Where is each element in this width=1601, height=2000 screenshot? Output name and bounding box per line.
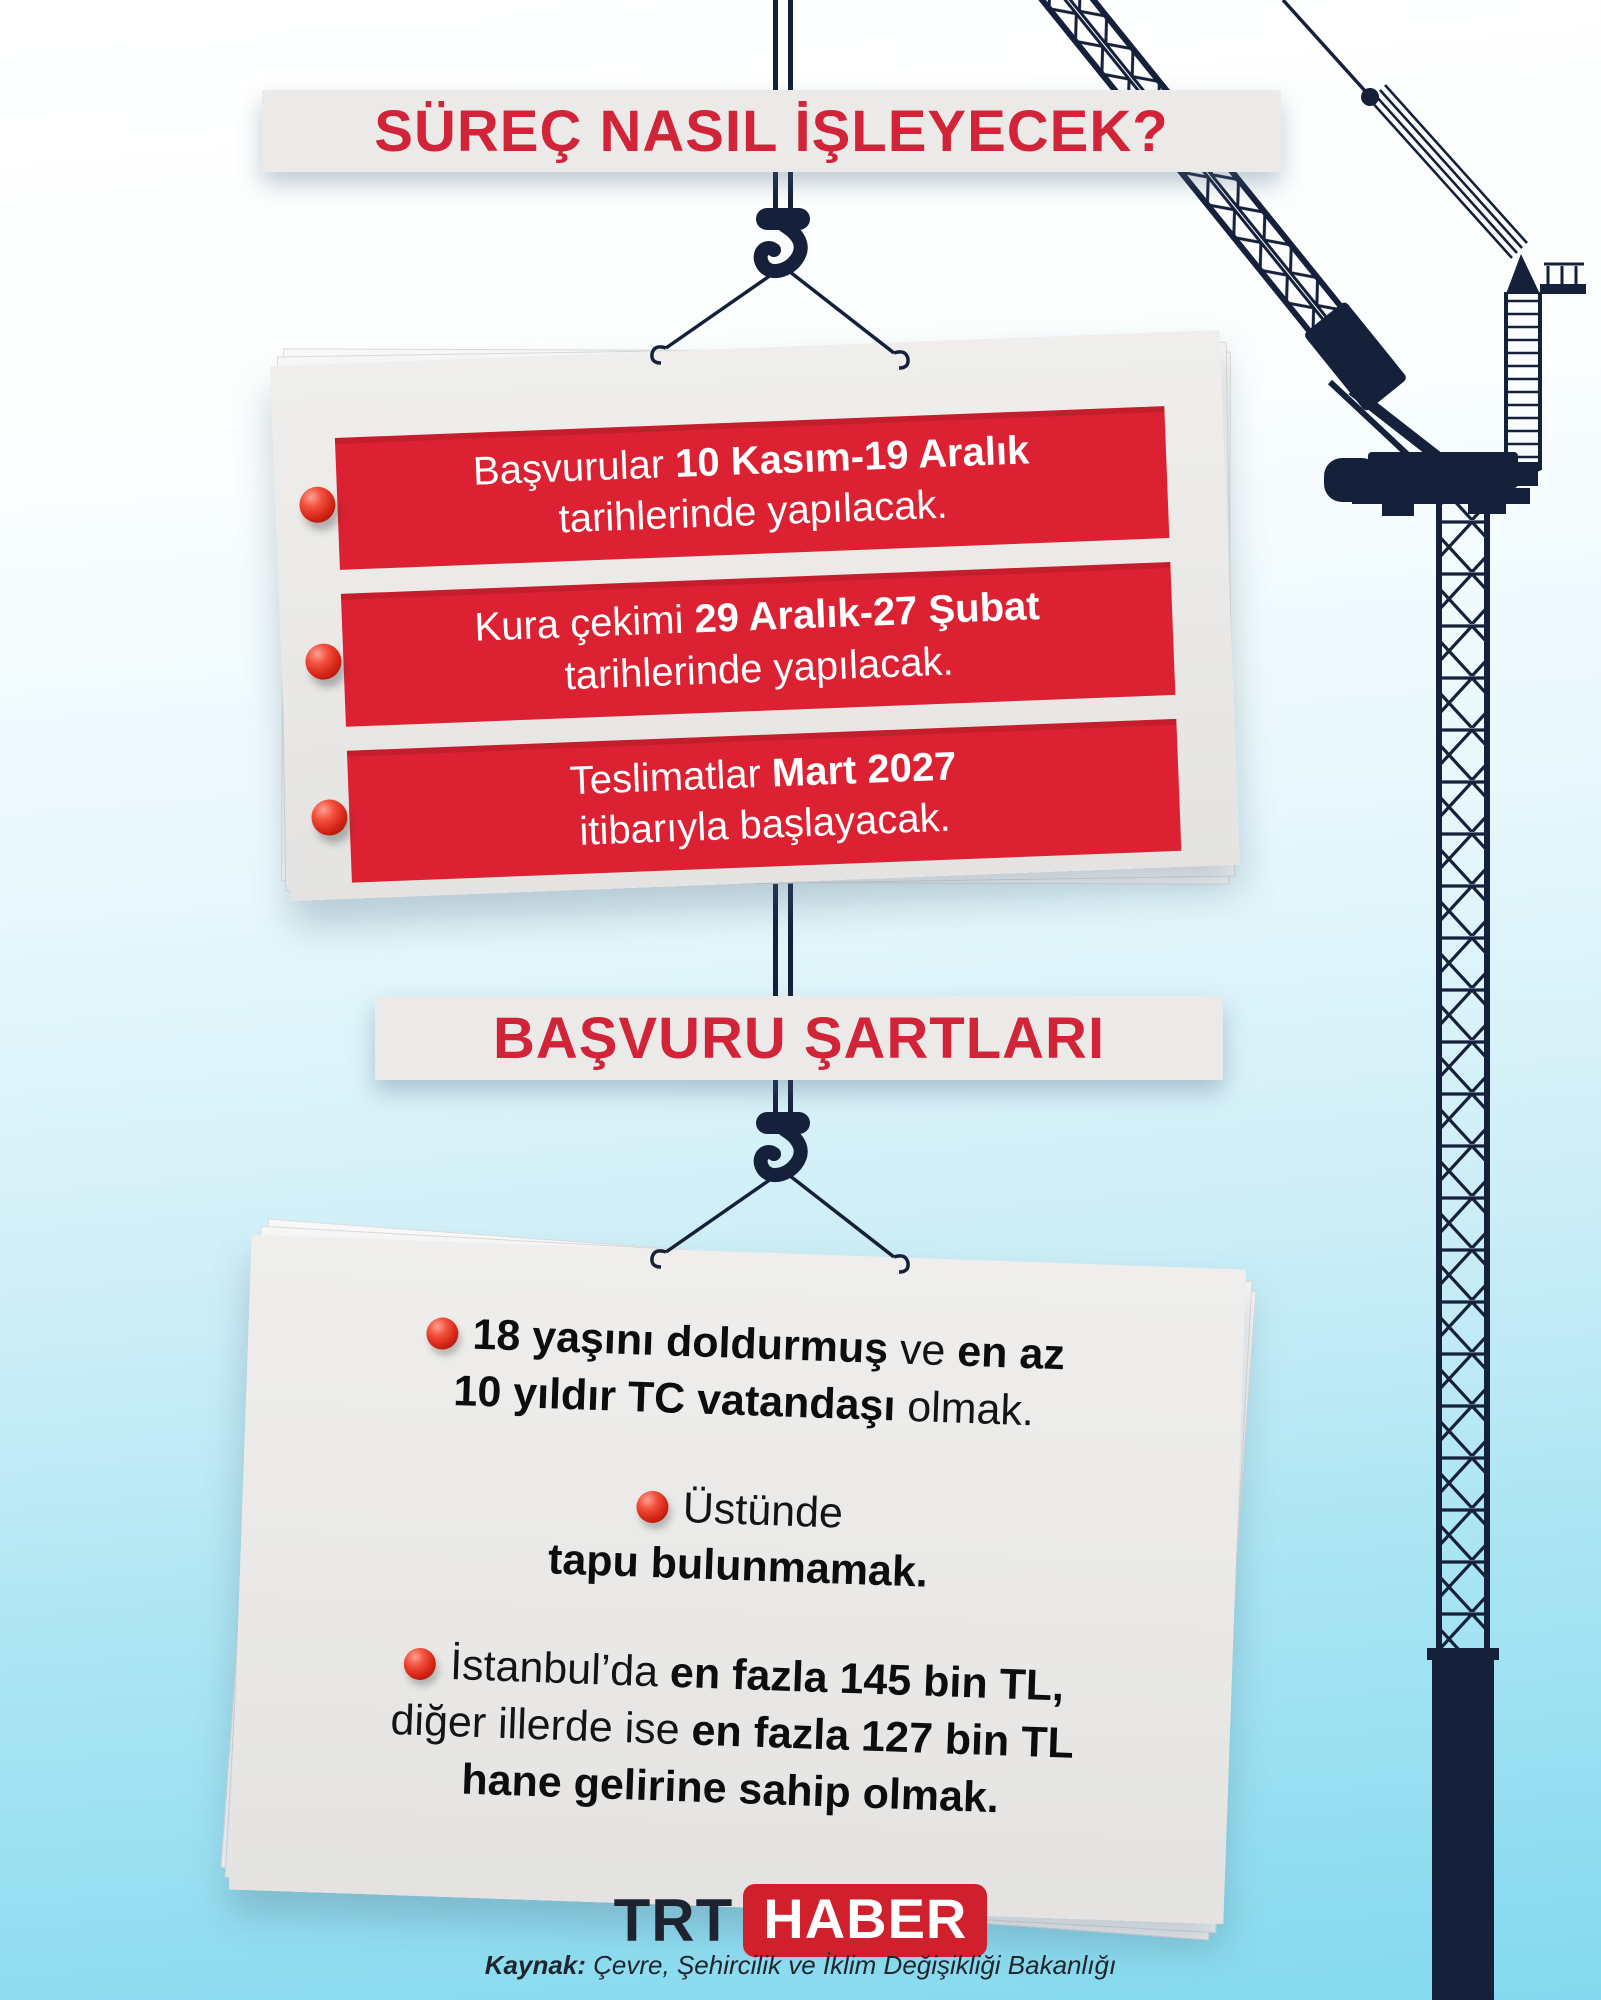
crane-hook-icon xyxy=(643,1112,923,1282)
banner2-tail: tarihlerinde yapılacak. xyxy=(563,638,955,698)
haber-logo-badge: HABER xyxy=(743,1884,987,1957)
conditions-card xyxy=(229,1235,1246,1924)
page-title: SÜREÇ NASIL İŞLEYECEK? xyxy=(374,98,1169,164)
banner1-strong: 10 Kasım-19 Aralık xyxy=(674,428,1031,486)
cond2-bold: tapu bulunmamak. xyxy=(547,1535,929,1597)
cond3-normal-a: İstanbul’da xyxy=(449,1641,671,1697)
cond3-bold-c: hane gelirine sahip olmak. xyxy=(460,1755,1000,1822)
cond1-bold-b: en az xyxy=(956,1327,1066,1380)
cond1-bold-c: 10 yıldır TC vatandaşı xyxy=(452,1366,897,1431)
process-item xyxy=(273,404,1227,573)
banner1-tail: tarihlerinde yapılacak. xyxy=(557,482,949,542)
process-banner-2 xyxy=(341,562,1175,726)
source-text: Çevre, Şehircilik ve İklim Değişikliği Bakanlığı xyxy=(585,1950,1117,1980)
process-item xyxy=(285,716,1239,885)
pin-icon xyxy=(311,799,348,836)
crane-rope-mid xyxy=(773,878,793,1000)
process-banner-1 xyxy=(335,406,1169,570)
banner1-lead: Başvurular xyxy=(472,441,676,494)
source-label: Kaynak: xyxy=(484,1950,586,1980)
crane-hook-icon xyxy=(643,208,923,378)
condition-item-2 xyxy=(288,1466,1190,1611)
section-title-process xyxy=(262,90,1281,172)
cond3-normal-b: diğer illerde ise xyxy=(389,1695,693,1755)
banner2-lead: Kura çekimi xyxy=(473,597,696,651)
crane-rope-top xyxy=(773,0,793,92)
section-title-conditions xyxy=(375,996,1223,1080)
pin-icon xyxy=(305,642,342,679)
pin-icon xyxy=(426,1317,459,1350)
banner3-strong: Mart 2027 xyxy=(771,744,958,796)
cond1-bold-a: 18 yaşını doldurmuş xyxy=(471,1310,889,1374)
banner2-strong: 29 Aralık-27 Şubat xyxy=(693,584,1041,642)
cond1-normal-a: ve xyxy=(887,1325,959,1376)
hook1-rope xyxy=(773,170,793,210)
pin-icon xyxy=(636,1490,669,1523)
source-line xyxy=(0,1950,1601,1981)
cond3-bold-b: en fazla 127 bin TL xyxy=(690,1706,1075,1768)
trt-logo-text: TRT xyxy=(613,1887,734,1954)
process-card xyxy=(270,330,1240,901)
condition-item-3 xyxy=(280,1631,1184,1833)
cond1-normal-b: olmak. xyxy=(894,1382,1035,1435)
cond3-bold-a: en fazla 145 bin TL, xyxy=(669,1648,1065,1711)
hook2-rope xyxy=(773,1078,793,1114)
section-title: BAŞVURU ŞARTLARI xyxy=(492,1005,1106,1071)
process-item xyxy=(279,560,1233,729)
trt-haber-logo xyxy=(0,1884,1601,1957)
condition-item-1 xyxy=(294,1300,1196,1445)
banner3-lead: Teslimatlar xyxy=(568,751,773,803)
pin-icon xyxy=(404,1647,437,1680)
pin-icon xyxy=(299,486,336,523)
banner3-tail: itibarıyla başlayacak. xyxy=(578,795,952,854)
process-banner-3 xyxy=(347,719,1181,883)
cond2-normal: Üstünde xyxy=(682,1483,844,1538)
